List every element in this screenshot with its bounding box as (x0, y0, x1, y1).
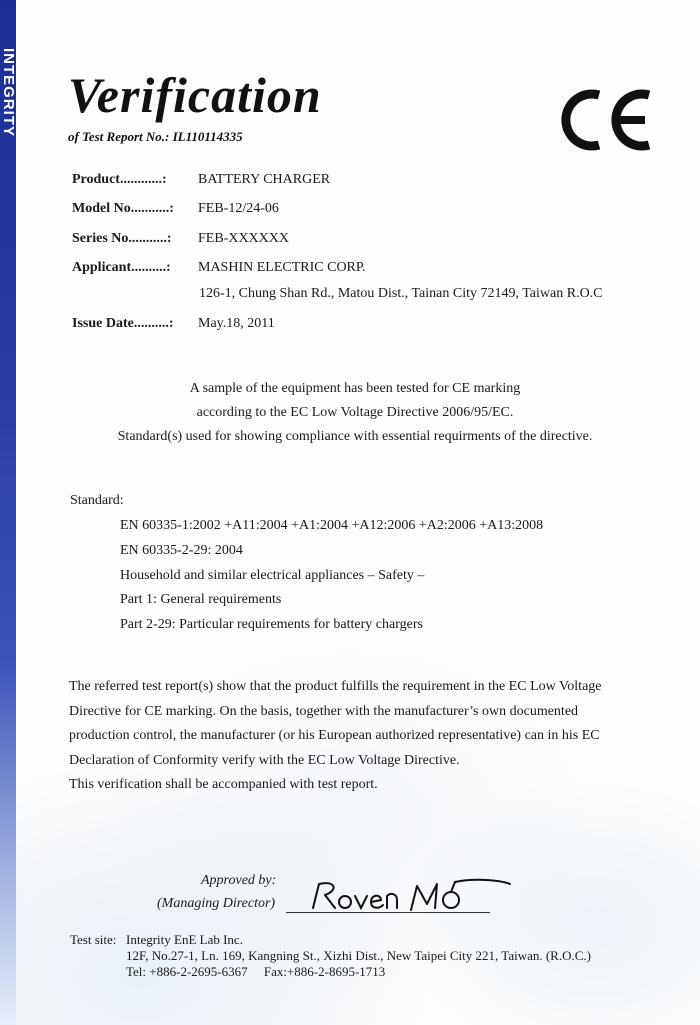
series-row (72, 230, 289, 248)
report-number: of Test Report No.: IL110114335 (68, 129, 243, 144)
test-site-contact: Tel: +886-2-2695-6367 Fax:+886-2-8695-1713 (126, 964, 386, 979)
test-site-label: Test site: (70, 932, 117, 947)
applicant-label: Applicant..........: (72, 260, 171, 275)
model-value: FEB-12/24-06 (198, 201, 279, 216)
issue-date-row (72, 315, 275, 333)
applicant-row (72, 259, 366, 277)
conclusion-line-2: Directive for CE marking. On the basis, together with the manufacturer’s own documented (69, 704, 579, 719)
signature-line (286, 912, 490, 913)
standard-label: Standard: (70, 493, 124, 508)
product-row (72, 171, 330, 189)
managing-director-label: (Managing Director) (157, 896, 276, 911)
ce-mark-logo (555, 85, 655, 155)
approved-by-label: Approved by: (201, 873, 277, 888)
handwritten-signature (305, 874, 515, 920)
series-label: Series No...........: (72, 231, 172, 246)
brand-sidebar (0, 0, 16, 1025)
standard-line-3: Household and similar electrical appliances – Safety – (120, 568, 425, 583)
standard-line-4: Part 1: General requirements (120, 592, 282, 607)
standard-line-1: EN 60335-1:2002 +A11:2004 +A1:2004 +A12:2006 +A2:2006 +A13:2008 (120, 518, 544, 533)
product-label: Product............: (72, 172, 167, 187)
test-site-address: 12F, No.27-1, Ln. 169, Kangning St., Xizhi Dist., New Taipei City 221, Taiwan. (R.O.C.) (126, 948, 591, 963)
model-label: Model No...........: (72, 201, 174, 216)
applicant-value: MASHIN ELECTRIC CORP. (198, 260, 366, 275)
conclusion-line-1: The referred test report(s) show that the product fulfills the requirement in the EC Low Voltage (69, 679, 602, 694)
issue-date-label: Issue Date..........: (72, 316, 174, 331)
conclusion-line-3: production control, the manufacturer (or his European authorized representative) can in his EC (69, 728, 600, 743)
issue-date-value: May.18, 2011 (198, 316, 275, 331)
conclusion-line-5: This verification shall be accompanied with test report. (69, 777, 378, 792)
statement-line-2: according to the EC Low Voltage Directive 2006/95/EC. (196, 405, 514, 420)
statement-line-1: A sample of the equipment has been tested for CE marking (189, 381, 521, 396)
series-value: FEB-XXXXXX (198, 231, 289, 246)
document-title: Verification (68, 67, 322, 123)
test-site-lab-name: Integrity EnE Lab Inc. (126, 932, 243, 947)
standard-line-5: Part 2-29: Particular requirements for battery chargers (120, 617, 423, 632)
model-row (72, 200, 279, 218)
brand-logo-text: INTEGRITY (0, 48, 17, 138)
conclusion-line-4: Declaration of Conformity verify with the EC Low Voltage Directive. (69, 753, 460, 768)
product-value: BATTERY CHARGER (198, 172, 331, 187)
applicant-address: 126-1, Chung Shan Rd., Matou Dist., Tainan City 72149, Taiwan R.O.C (199, 286, 603, 301)
statement-line-3: Standard(s) used for showing compliance with essential requirments of the directive. (117, 429, 593, 444)
standard-line-2: EN 60335-2-29: 2004 (120, 543, 243, 558)
